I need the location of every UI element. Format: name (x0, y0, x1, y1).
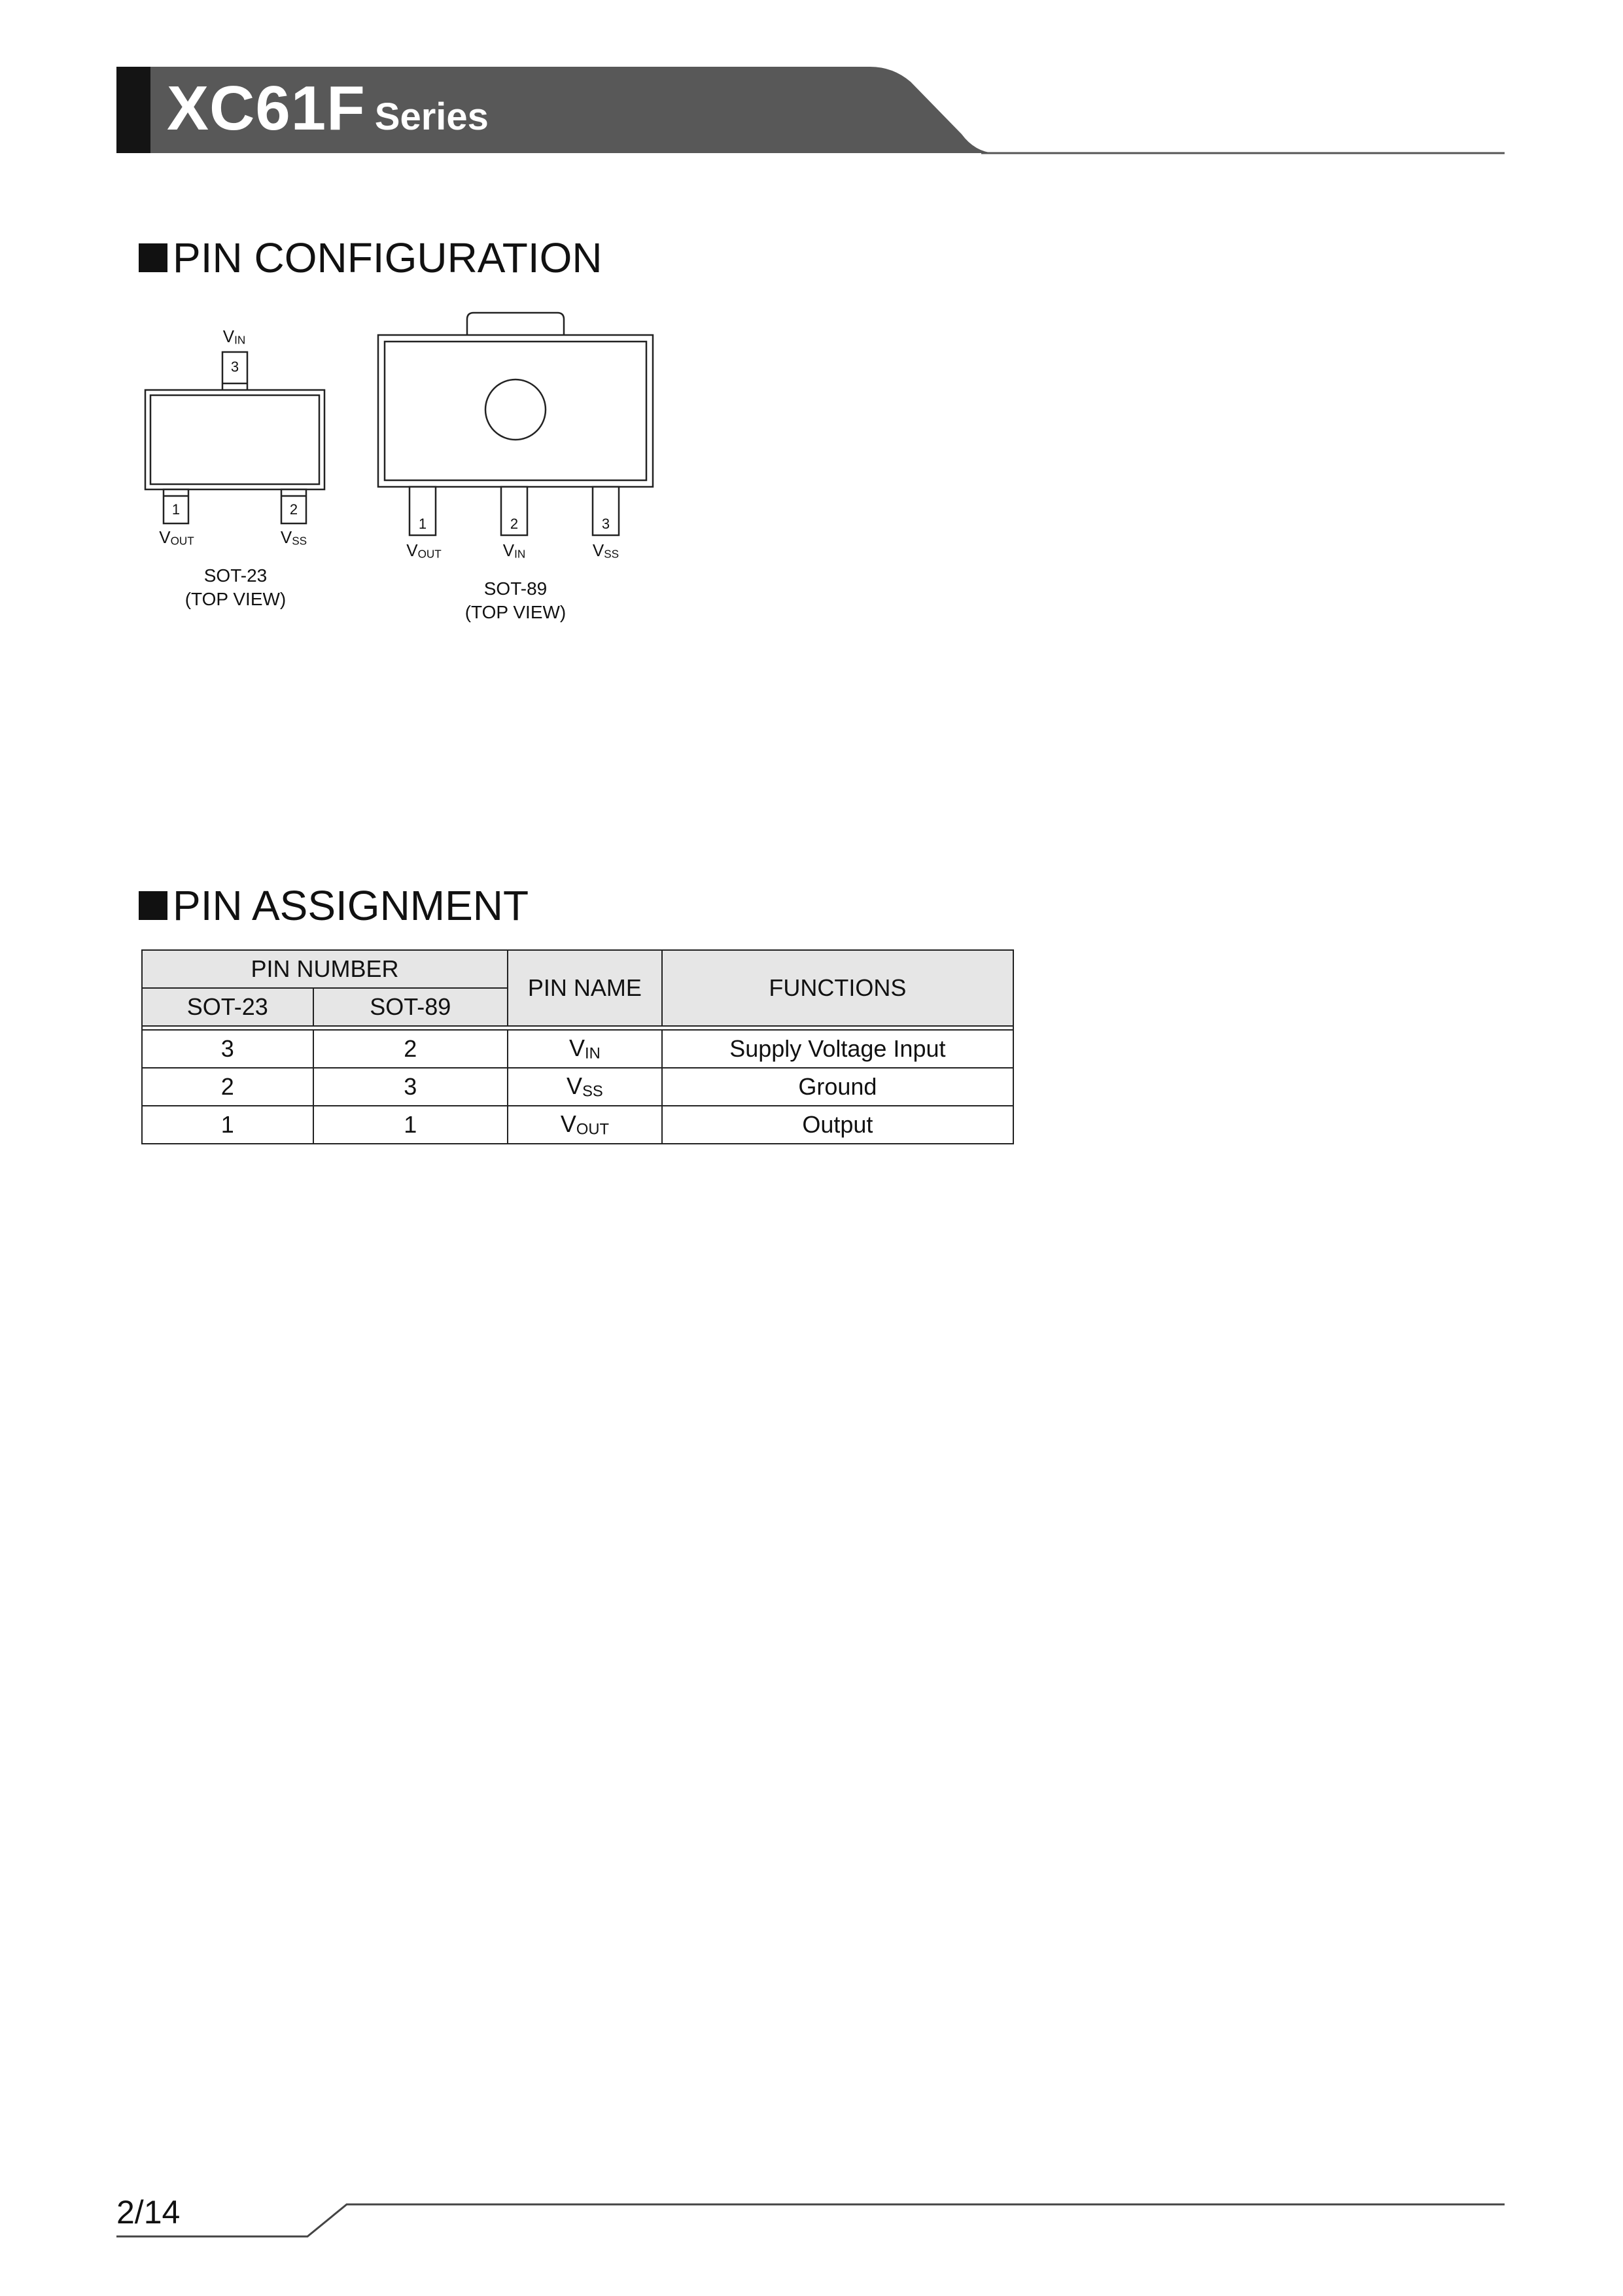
table-row (142, 1068, 1013, 1106)
sot23-pin-cell: 3 (142, 1030, 313, 1068)
table-row (142, 1106, 1013, 1144)
sot23-diagram (145, 352, 324, 523)
function-cell: Ground (662, 1068, 1013, 1106)
sot89-pin-cell: 2 (313, 1030, 508, 1068)
sot89-vout-label: $V_{OUT}$ (406, 540, 442, 561)
pin-name-cell: $V_{IN}$ (508, 1030, 662, 1068)
function-cell: Supply Voltage Input (662, 1030, 1013, 1068)
pin-name-cell: $V_{OUT}$ (508, 1106, 662, 1144)
sot89-body-outer (378, 335, 653, 487)
sot23-caption-view: (TOP VIEW) (184, 589, 287, 609)
pin-name-header: PIN NAME (508, 950, 662, 1026)
sot89-caption-package: SOT-89 (483, 578, 548, 599)
sot89-caption (465, 577, 567, 624)
sot23-pin-number-2: 2 (289, 501, 298, 518)
sot23-body-outer (145, 390, 324, 489)
sot23-pin-number-3: 3 (230, 359, 239, 375)
sot23-pin-cell: 2 (142, 1068, 313, 1106)
sot89-pin-cell: 3 (313, 1068, 508, 1106)
sot89-vin-label: $V_{IN}$ (502, 540, 526, 561)
product-name: XC61F (167, 73, 366, 143)
functions-header: FUNCTIONS (662, 950, 1013, 1026)
pin-assignment-table (141, 949, 1014, 1144)
sot89-pin-number-3: 3 (601, 516, 610, 532)
sot89-tab (467, 313, 564, 335)
sot89-caption-view: (TOP VIEW) (464, 602, 567, 622)
sot89-column-header: SOT-89 (313, 988, 508, 1026)
sot89-pin-number-1: 1 (418, 516, 427, 532)
sot23-column-header: SOT-23 (142, 988, 313, 1026)
function-cell: Output (662, 1106, 1013, 1144)
sot23-caption-package: SOT-23 (203, 565, 268, 586)
sot23-vss-label: $V_{SS}$ (280, 527, 307, 548)
sot89-vss-label: $V_{SS}$ (592, 540, 620, 561)
pin-configuration-heading-text: PIN CONFIGURATION (173, 234, 602, 281)
sot23-top-pin-label: $V_{IN}$ (222, 327, 246, 347)
black-square-icon (139, 891, 167, 920)
sot23-pin-number-1: 1 (171, 501, 181, 518)
product-series: Series (374, 96, 489, 138)
pin-assignment-heading (139, 882, 529, 929)
sot89-pin-cell: 1 (313, 1106, 508, 1144)
table-row (142, 1030, 1013, 1068)
sot23-vout-label: $V_{OUT}$ (159, 527, 194, 548)
sot89-pin-number-2: 2 (510, 516, 519, 532)
package-diagrams (0, 0, 1623, 654)
pin-assignment-heading-text: PIN ASSIGNMENT (173, 882, 529, 929)
page-number: 2/14 (116, 2194, 181, 2231)
sot89-diagram (378, 313, 653, 535)
pin-name-cell: $V_{SS}$ (508, 1068, 662, 1106)
table-header-row (142, 950, 1013, 988)
sot23-pin-cell: 1 (142, 1106, 313, 1144)
sot23-caption (185, 564, 287, 611)
pin-number-header: PIN NUMBER (142, 950, 508, 988)
